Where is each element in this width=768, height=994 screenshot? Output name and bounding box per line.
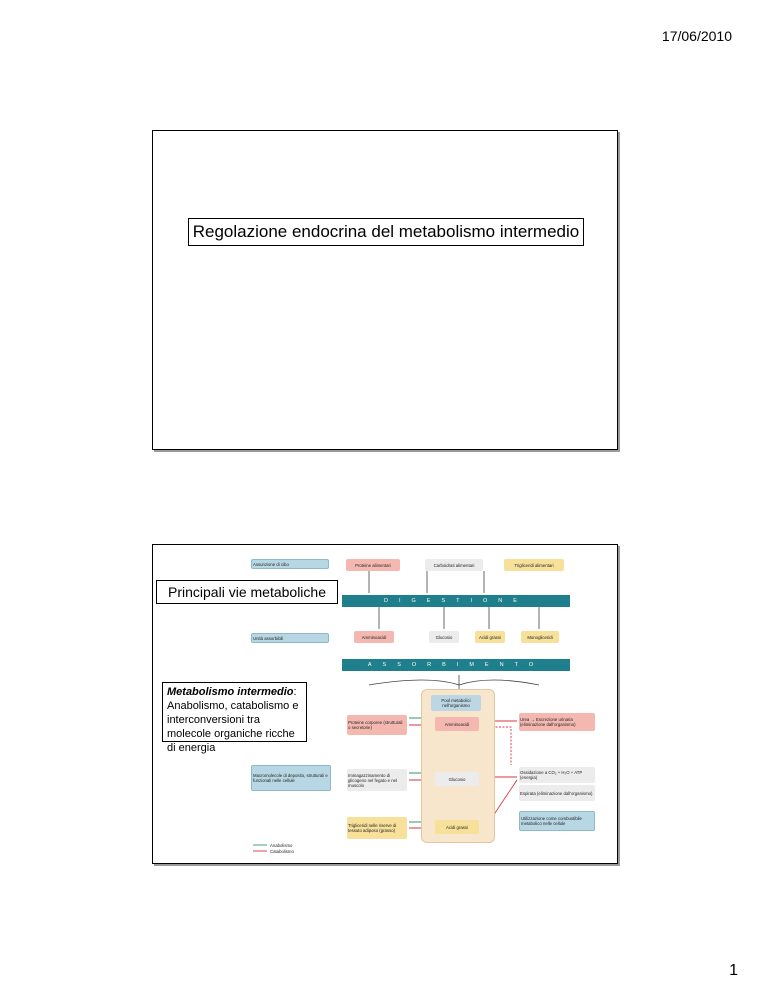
unit-monoglycerides: Monogliceridi [521, 631, 559, 643]
row-label-food: Assunzione di cibo [251, 559, 329, 569]
store-triglycerides: Trigliceridi nelle riserve di tessuto adiposo (grasso) [347, 817, 407, 839]
band-digestion: DIGESTIONE [342, 595, 570, 607]
caption-text: : Anabolismo, catabolismo e interconversioni tra molecole organiche ricche di energia [167, 686, 299, 754]
food-triglycerides: Trigliceridi alimentari [504, 559, 564, 571]
store-glycogen: Immagazzinamento di glicogeno nel fegato e nel muscolo [347, 769, 407, 791]
slide-1 [152, 130, 618, 450]
food-carbs: Carboidrati alimentari [425, 559, 483, 571]
slide-2-caption [162, 682, 307, 754]
band-absorption: ASSORBIMENTO [342, 659, 570, 671]
store-proteins: Proteine corporee (strutturali o secretorie) [347, 715, 407, 735]
legend-catabolism: Catabolismo [270, 849, 294, 854]
output-utilization: Utilizzazione come combustibile metabolico nelle cellule [519, 811, 595, 831]
slide-2-title: Principali vie metaboliche [156, 580, 338, 604]
caption-bold: Metabolismo intermedio [167, 686, 294, 698]
pool-title: Pool metabolici nell'organismo [431, 695, 481, 711]
page-number: 1 [729, 962, 738, 979]
header-date: 17/06/2010 [661, 28, 732, 44]
output-exhaled: Espirata (eliminazione dall'organismo) [519, 785, 595, 801]
output-urea: Urea → Escrezione urinaria (eliminazione dall'organismo) [519, 713, 595, 731]
unit-fatty-acids: Acidi grassi [475, 631, 505, 643]
output-oxidation: Ossidazione a CO₂ + H₂O + ATP (energia) [519, 767, 595, 783]
slide-2 [152, 544, 618, 864]
pool-amino: Amminoacidi [435, 717, 479, 731]
slide-1-title: Regolazione endocrina del metabolismo intermedio [188, 218, 584, 246]
macromolecules-label: Macromolecole di deposito, strutturali e funzionali nelle cellule [251, 765, 331, 791]
legend-anabolism: Anabolismo [270, 843, 293, 848]
pool-fatty-acids: Acidi grassi [435, 820, 479, 834]
unit-amino: Amminoacidi [354, 631, 394, 643]
food-proteins: Proteine alimentari [346, 559, 400, 571]
pool-glucose: Glucosio [435, 772, 479, 786]
row-label-units: Unità assorbibili [251, 633, 329, 643]
unit-glucose: Glucosio [429, 631, 459, 643]
